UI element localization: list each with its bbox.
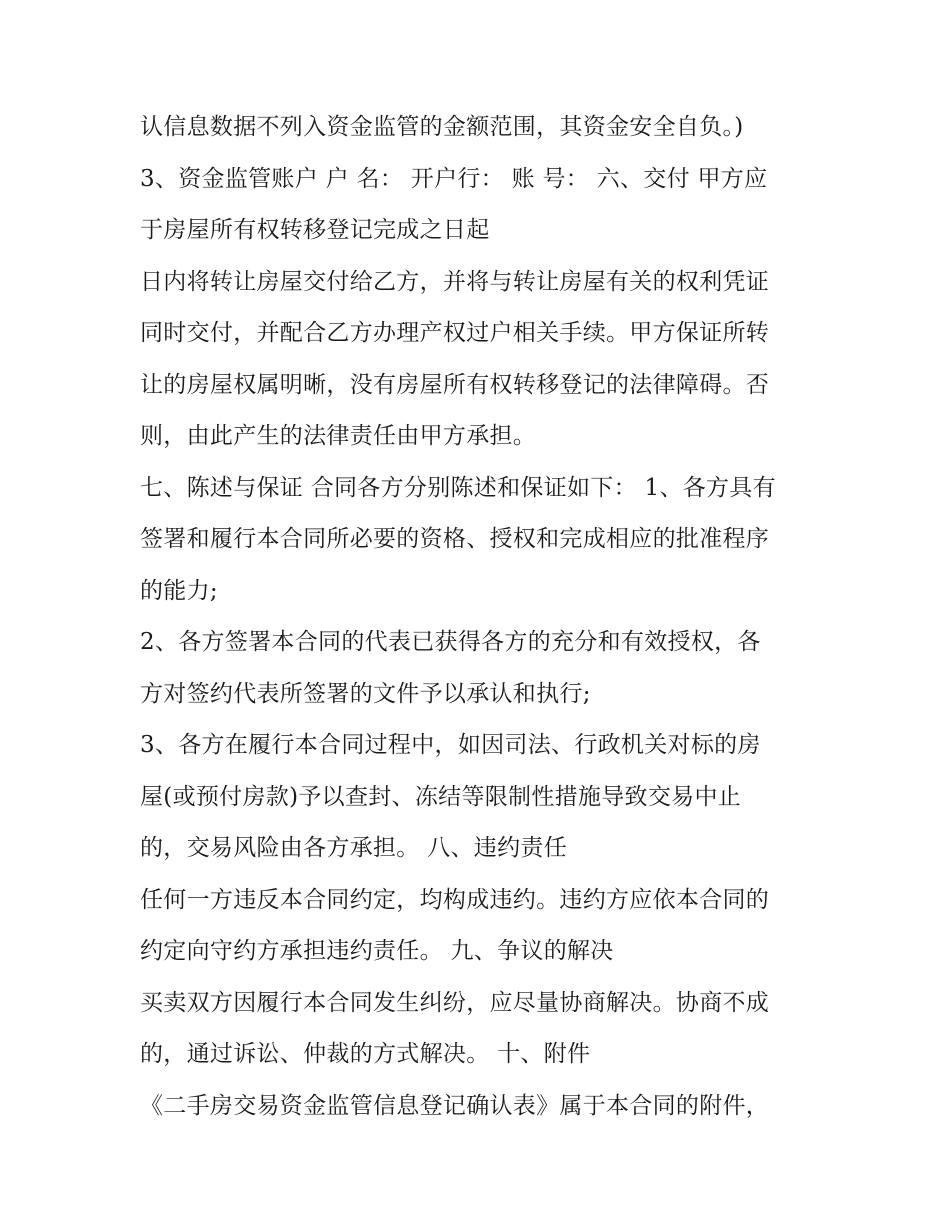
text-line: 《二手房交易资金监管信息登记确认表》属于本合同的附件， [140, 1092, 770, 1119]
text-line: 于房屋所有权转移登记完成之日起 [140, 217, 490, 243]
contract-body-text [140, 102, 820, 1132]
text-line: 让的房屋权属明晰，没有房屋所有权转移登记的法律障碍。否 [140, 371, 770, 398]
text-line: 同时交付，并配合乙方办理产权过户相关手续。甲方保证所转 [140, 320, 770, 346]
text-line: 任何一方违反本合同约定，均构成违约。违约方应依本合同的 [140, 886, 770, 913]
text-line: 日内将转让房屋交付给乙方，并将与转让房屋有关的权利凭证 [140, 268, 770, 295]
text-line: 方对签约代表所签署的文件予以承认和执行; [140, 680, 591, 707]
text-line: 七、陈述与保证 合同各方分别陈述和保证如下： 1、各方具有 [140, 474, 776, 501]
text-line: 的，交易风险由各方承担。 八、违约责任 [140, 835, 568, 861]
text-line: 屋(或预付房款)予以查封、冻结等限制性措施导致交易中止 [140, 783, 742, 810]
text-line: 3、各方在履行本合同过程中，如因司法、行政机关对标的房 [140, 732, 761, 758]
text-line: 2、各方签署本合同的代表已获得各方的充分和有效授权，各 [140, 629, 761, 655]
text-line: 3、资金监管账户 户 名： 开户行： 账 号： 六、交付 甲方应 [140, 165, 768, 192]
text-line: 则，由此产生的法律责任由甲方承担。 [140, 423, 537, 449]
text-line: 的能力; [140, 577, 218, 604]
text-line: 买卖双方因履行本合同发生纠纷，应尽量协商解决。协商不成 [140, 989, 770, 1016]
text-line: 约定向守约方承担违约责任。 九、争议的解决 [140, 938, 614, 964]
text-line: 认信息数据不列入资金监管的金额范围，其资金安全自负。) [140, 114, 744, 140]
text-line: 的，通过诉讼、仲裁的方式解决。 十、附件 [140, 1041, 591, 1067]
text-line: 签署和履行本合同所必要的资格、授权和完成相应的批准程序 [140, 526, 770, 552]
